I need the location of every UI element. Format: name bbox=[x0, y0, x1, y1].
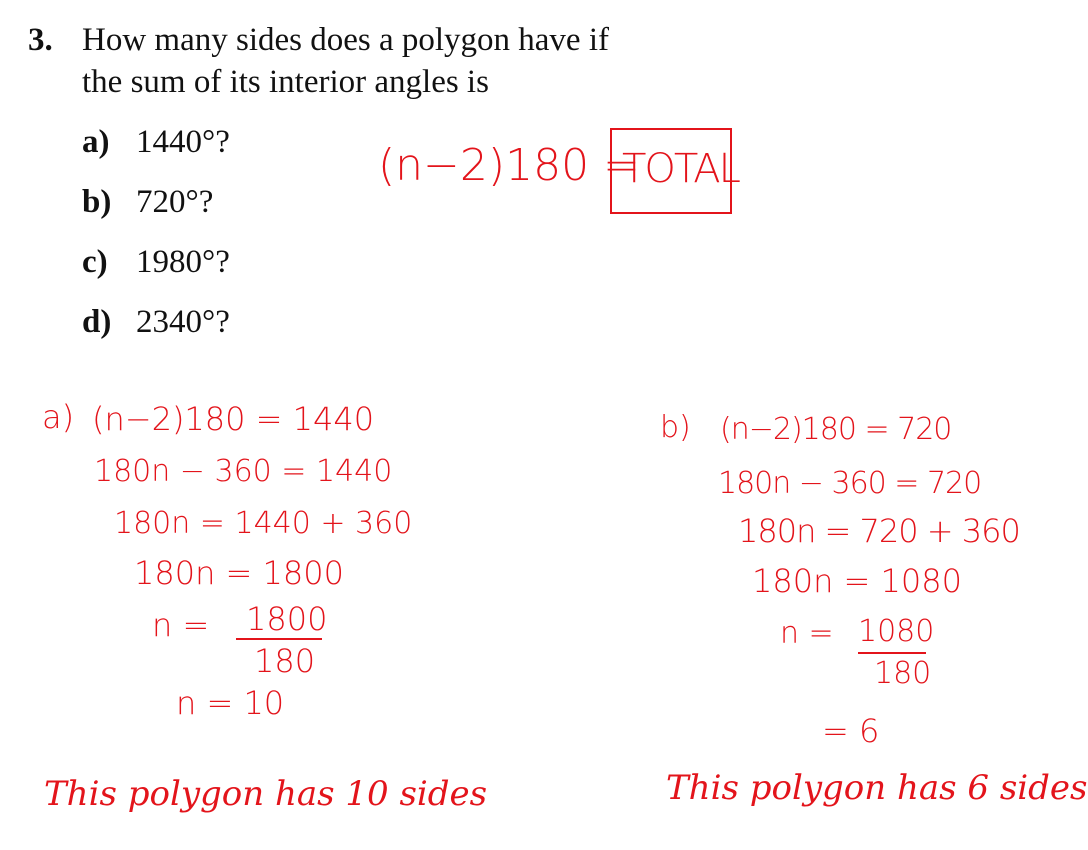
part-a-value: 1440°? bbox=[136, 124, 230, 160]
solution-a-label: a) bbox=[42, 398, 75, 436]
question-line-1: How many sides does a polygon have if bbox=[82, 22, 609, 58]
solution-a-frac-num: 1800 bbox=[246, 600, 328, 638]
solution-b-frac-num: 1080 bbox=[858, 614, 935, 649]
solution-b-step-2: 180n − 360 = 720 bbox=[718, 466, 982, 501]
part-d-label: d) bbox=[82, 304, 112, 340]
solution-a-step-3: 180n = 1440 + 360 bbox=[114, 506, 413, 541]
solution-a-frac-den: 180 bbox=[254, 642, 316, 680]
question-line-2: the sum of its interior angles is bbox=[82, 64, 489, 100]
solution-b-label: b) bbox=[660, 410, 691, 445]
solution-a-result: n = 10 bbox=[176, 684, 285, 722]
solution-a-step-2: 180n − 360 = 1440 bbox=[94, 454, 393, 489]
solution-b-result: = 6 bbox=[822, 712, 880, 750]
part-b-label: b) bbox=[82, 184, 112, 220]
solution-a-conclusion: This polygon has 10 sides bbox=[44, 774, 488, 814]
formula-total: TOTAL bbox=[622, 146, 739, 192]
solution-b-step-1: (n−2)180 = 720 bbox=[720, 412, 952, 447]
solution-b-conclusion: This polygon has 6 sides bbox=[666, 768, 1088, 808]
question-number: 3. bbox=[28, 22, 53, 58]
solution-a-step-4: 180n = 1800 bbox=[134, 554, 344, 592]
part-c-value: 1980°? bbox=[136, 244, 230, 280]
solution-b-frac-lhs: n = bbox=[780, 616, 834, 651]
part-b-value: 720°? bbox=[136, 184, 214, 220]
solution-a-step-1: (n−2)180 = 1440 bbox=[92, 400, 375, 438]
part-d-value: 2340°? bbox=[136, 304, 230, 340]
solution-a-frac-lhs: n = bbox=[152, 606, 210, 644]
formula-left: (n−2)180 = bbox=[378, 140, 640, 191]
solution-a-fraction-bar bbox=[236, 638, 322, 640]
part-a-label: a) bbox=[82, 124, 110, 160]
solution-b-step-3: 180n = 720 + 360 bbox=[738, 512, 1020, 550]
part-c-label: c) bbox=[82, 244, 108, 280]
solution-b-step-4: 180n = 1080 bbox=[752, 562, 962, 600]
solution-b-fraction-bar bbox=[858, 652, 926, 654]
solution-b-frac-den: 180 bbox=[874, 656, 932, 691]
